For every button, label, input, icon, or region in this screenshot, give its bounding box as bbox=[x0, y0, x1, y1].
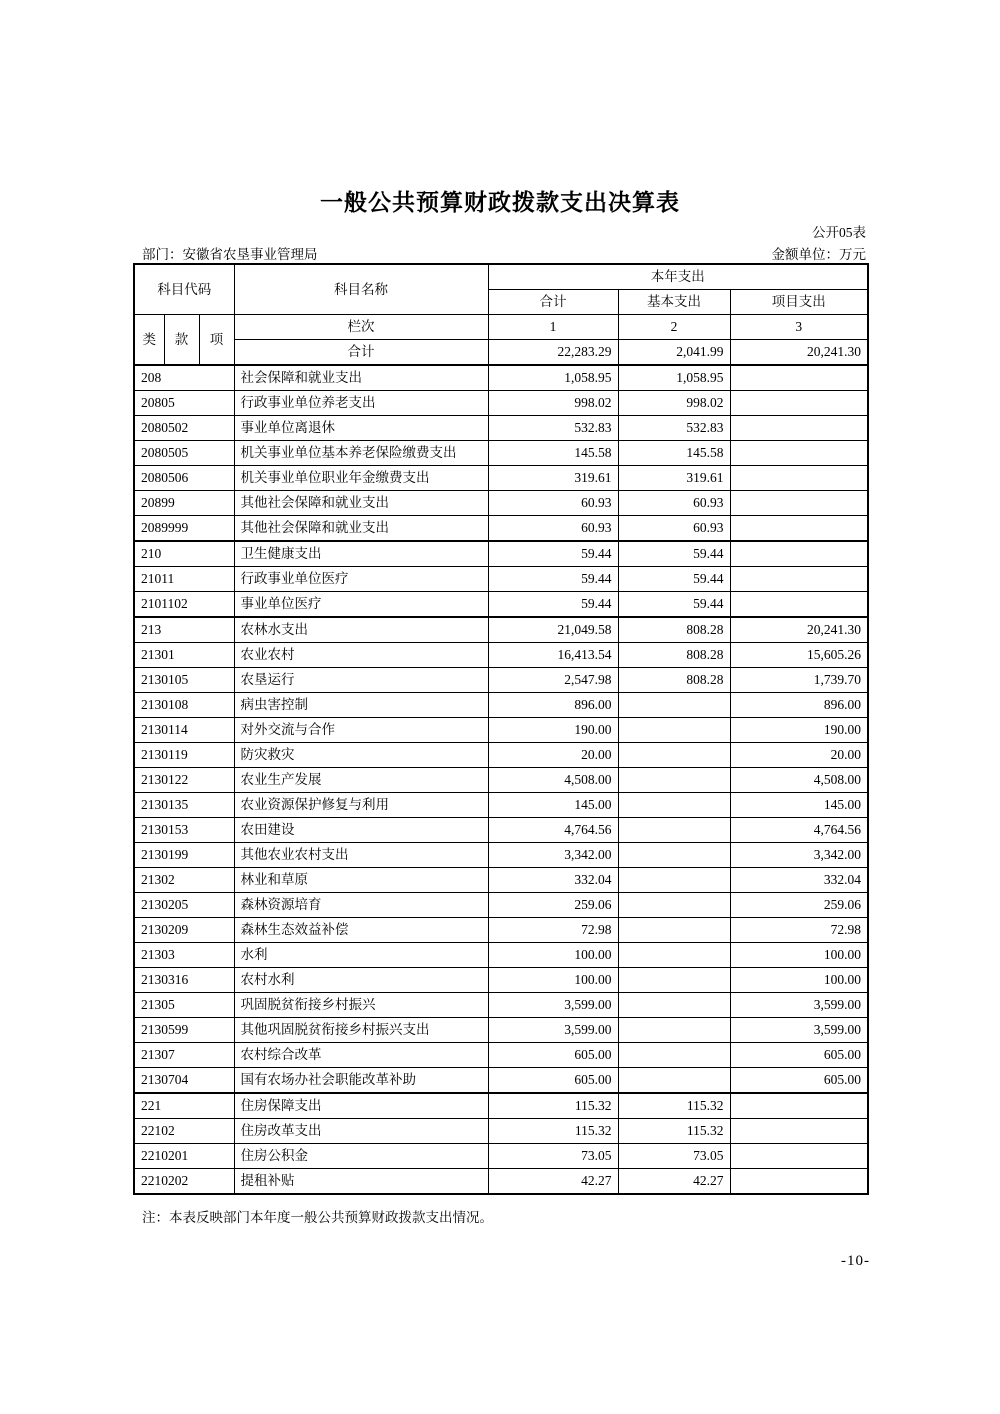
total-value: 896.00 bbox=[488, 693, 618, 718]
project-value bbox=[730, 466, 868, 491]
subject-name: 防灾救灾 bbox=[234, 743, 488, 768]
subject-code: 2080505 bbox=[134, 441, 234, 466]
subject-code: 2130205 bbox=[134, 893, 234, 918]
subject-name: 农业生产发展 bbox=[234, 768, 488, 793]
table-row bbox=[134, 668, 868, 693]
subject-code: 2080502 bbox=[134, 416, 234, 441]
total-value: 332.04 bbox=[488, 868, 618, 893]
subject-code: 2130209 bbox=[134, 918, 234, 943]
table-row bbox=[134, 993, 868, 1018]
total-value: 60.93 bbox=[488, 491, 618, 516]
subject-code: 2130704 bbox=[134, 1068, 234, 1094]
total-value: 1,058.95 bbox=[488, 365, 618, 391]
project-value: 20.00 bbox=[730, 743, 868, 768]
header-col1: 1 bbox=[488, 315, 618, 340]
basic-value bbox=[618, 1068, 730, 1094]
project-value: 605.00 bbox=[730, 1068, 868, 1094]
subject-code: 2130153 bbox=[134, 818, 234, 843]
project-value: 4,764.56 bbox=[730, 818, 868, 843]
grand-project-value: 20,241.30 bbox=[730, 340, 868, 366]
table-body bbox=[134, 365, 868, 1194]
basic-value: 42.27 bbox=[618, 1169, 730, 1195]
subject-name: 农业资源保护修复与利用 bbox=[234, 793, 488, 818]
subject-code: 2089999 bbox=[134, 516, 234, 542]
total-value: 73.05 bbox=[488, 1144, 618, 1169]
subject-code: 21302 bbox=[134, 868, 234, 893]
project-value: 3,599.00 bbox=[730, 1018, 868, 1043]
total-value: 3,599.00 bbox=[488, 1018, 618, 1043]
total-value: 145.58 bbox=[488, 441, 618, 466]
total-value: 319.61 bbox=[488, 466, 618, 491]
subject-name: 森林生态效益补偿 bbox=[234, 918, 488, 943]
table-row bbox=[134, 365, 868, 391]
subject-code: 2130599 bbox=[134, 1018, 234, 1043]
basic-value: 73.05 bbox=[618, 1144, 730, 1169]
table-row bbox=[134, 893, 868, 918]
subject-name: 林业和草原 bbox=[234, 868, 488, 893]
subject-code: 2210201 bbox=[134, 1144, 234, 1169]
table-row bbox=[134, 968, 868, 993]
meta-row bbox=[142, 243, 866, 263]
table-row bbox=[134, 491, 868, 516]
table-row bbox=[134, 1119, 868, 1144]
total-value: 190.00 bbox=[488, 718, 618, 743]
subject-code: 213 bbox=[134, 617, 234, 643]
project-value: 259.06 bbox=[730, 893, 868, 918]
subject-name: 提租补贴 bbox=[234, 1169, 488, 1195]
subject-code: 2130122 bbox=[134, 768, 234, 793]
header-subject-name: 科目名称 bbox=[234, 264, 488, 315]
total-value: 115.32 bbox=[488, 1093, 618, 1119]
total-value: 3,599.00 bbox=[488, 993, 618, 1018]
table-row bbox=[134, 466, 868, 491]
table-row bbox=[134, 1043, 868, 1068]
subject-name: 机关事业单位职业年金缴费支出 bbox=[234, 466, 488, 491]
basic-value: 319.61 bbox=[618, 466, 730, 491]
table-row bbox=[134, 868, 868, 893]
basic-value: 1,058.95 bbox=[618, 365, 730, 391]
project-value: 72.98 bbox=[730, 918, 868, 943]
header-row-1 bbox=[134, 264, 868, 290]
total-value: 3,342.00 bbox=[488, 843, 618, 868]
subject-name: 事业单位医疗 bbox=[234, 592, 488, 618]
project-value bbox=[730, 541, 868, 567]
basic-value: 60.93 bbox=[618, 491, 730, 516]
project-value bbox=[730, 567, 868, 592]
basic-value bbox=[618, 918, 730, 943]
subject-name: 行政事业单位养老支出 bbox=[234, 391, 488, 416]
header-col2: 2 bbox=[618, 315, 730, 340]
total-value: 605.00 bbox=[488, 1043, 618, 1068]
table-row bbox=[134, 943, 868, 968]
basic-value bbox=[618, 993, 730, 1018]
project-value bbox=[730, 441, 868, 466]
table-row bbox=[134, 768, 868, 793]
subject-name: 农垦运行 bbox=[234, 668, 488, 693]
basic-value: 115.32 bbox=[618, 1093, 730, 1119]
total-value: 100.00 bbox=[488, 968, 618, 993]
total-value: 532.83 bbox=[488, 416, 618, 441]
subject-code: 2130199 bbox=[134, 843, 234, 868]
basic-value: 145.58 bbox=[618, 441, 730, 466]
page-number: -10- bbox=[841, 1253, 870, 1269]
subject-name: 农林水支出 bbox=[234, 617, 488, 643]
table-row bbox=[134, 918, 868, 943]
grand-total-value: 22,283.29 bbox=[488, 340, 618, 366]
subject-code: 21303 bbox=[134, 943, 234, 968]
subject-name: 水利 bbox=[234, 943, 488, 968]
project-value: 15,605.26 bbox=[730, 643, 868, 668]
basic-value bbox=[618, 768, 730, 793]
total-value: 100.00 bbox=[488, 943, 618, 968]
project-value bbox=[730, 391, 868, 416]
basic-value bbox=[618, 893, 730, 918]
basic-value bbox=[618, 693, 730, 718]
header-column-label: 栏次 bbox=[234, 315, 488, 340]
basic-value: 59.44 bbox=[618, 567, 730, 592]
subject-name: 国有农场办社会职能改革补助 bbox=[234, 1068, 488, 1094]
subject-name: 其他农业农村支出 bbox=[234, 843, 488, 868]
subject-code: 2130119 bbox=[134, 743, 234, 768]
subject-name: 病虫害控制 bbox=[234, 693, 488, 718]
table-row bbox=[134, 592, 868, 618]
total-value: 16,413.54 bbox=[488, 643, 618, 668]
table-row bbox=[134, 693, 868, 718]
subject-code: 2210202 bbox=[134, 1169, 234, 1195]
subject-name: 事业单位离退休 bbox=[234, 416, 488, 441]
basic-value bbox=[618, 718, 730, 743]
table-row bbox=[134, 441, 868, 466]
project-value: 605.00 bbox=[730, 1043, 868, 1068]
header-total: 合计 bbox=[488, 290, 618, 315]
table-row bbox=[134, 391, 868, 416]
basic-value: 59.44 bbox=[618, 541, 730, 567]
subject-name: 其他社会保障和就业支出 bbox=[234, 516, 488, 542]
table-row bbox=[134, 567, 868, 592]
subject-code: 221 bbox=[134, 1093, 234, 1119]
total-value: 20.00 bbox=[488, 743, 618, 768]
basic-value bbox=[618, 943, 730, 968]
table-row bbox=[134, 541, 868, 567]
header-row-3 bbox=[134, 315, 868, 340]
header-basic-expenditure: 基本支出 bbox=[618, 290, 730, 315]
subject-code: 20899 bbox=[134, 491, 234, 516]
basic-value: 808.28 bbox=[618, 643, 730, 668]
subject-code: 21307 bbox=[134, 1043, 234, 1068]
total-value: 60.93 bbox=[488, 516, 618, 542]
basic-value bbox=[618, 868, 730, 893]
total-value: 4,764.56 bbox=[488, 818, 618, 843]
subject-name: 卫生健康支出 bbox=[234, 541, 488, 567]
project-value bbox=[730, 1093, 868, 1119]
project-value bbox=[730, 1144, 868, 1169]
basic-value: 808.28 bbox=[618, 668, 730, 693]
subject-code: 2130135 bbox=[134, 793, 234, 818]
total-value: 59.44 bbox=[488, 541, 618, 567]
table-row bbox=[134, 843, 868, 868]
basic-value bbox=[618, 968, 730, 993]
header-subject-code: 科目代码 bbox=[134, 264, 234, 315]
table-row bbox=[134, 1169, 868, 1195]
total-value: 145.00 bbox=[488, 793, 618, 818]
project-value: 190.00 bbox=[730, 718, 868, 743]
subject-code: 2101102 bbox=[134, 592, 234, 618]
subject-name: 农业农村 bbox=[234, 643, 488, 668]
project-value: 332.04 bbox=[730, 868, 868, 893]
basic-value: 115.32 bbox=[618, 1119, 730, 1144]
basic-value bbox=[618, 743, 730, 768]
subject-code: 2080506 bbox=[134, 466, 234, 491]
total-value: 605.00 bbox=[488, 1068, 618, 1094]
subject-name: 森林资源培育 bbox=[234, 893, 488, 918]
subject-code: 21305 bbox=[134, 993, 234, 1018]
table-row bbox=[134, 516, 868, 542]
subject-name: 住房公积金 bbox=[234, 1144, 488, 1169]
table-row bbox=[134, 1093, 868, 1119]
total-value: 59.44 bbox=[488, 592, 618, 618]
project-value bbox=[730, 1119, 868, 1144]
subject-code: 2130108 bbox=[134, 693, 234, 718]
table-row bbox=[134, 617, 868, 643]
header-col3: 3 bbox=[730, 315, 868, 340]
table-row bbox=[134, 793, 868, 818]
grand-basic-value: 2,041.99 bbox=[618, 340, 730, 366]
project-value: 3,342.00 bbox=[730, 843, 868, 868]
project-value: 20,241.30 bbox=[730, 617, 868, 643]
total-value: 115.32 bbox=[488, 1119, 618, 1144]
subject-name: 农村水利 bbox=[234, 968, 488, 993]
table-row bbox=[134, 643, 868, 668]
basic-value bbox=[618, 843, 730, 868]
basic-value bbox=[618, 818, 730, 843]
total-value: 259.06 bbox=[488, 893, 618, 918]
project-value: 1,739.70 bbox=[730, 668, 868, 693]
project-value: 3,599.00 bbox=[730, 993, 868, 1018]
table-note: 注：本表反映部门本年度一般公共预算财政拨款支出情况。 bbox=[142, 1210, 493, 1225]
unit-label: 金额单位：万元 bbox=[771, 247, 866, 262]
table-row bbox=[134, 1144, 868, 1169]
expenditure-table bbox=[133, 263, 869, 1195]
basic-value bbox=[618, 1018, 730, 1043]
header-item: 项 bbox=[199, 315, 234, 366]
header-class: 类 bbox=[134, 315, 164, 366]
basic-value: 60.93 bbox=[618, 516, 730, 542]
subject-name: 农田建设 bbox=[234, 818, 488, 843]
subject-name: 农村综合改革 bbox=[234, 1043, 488, 1068]
subject-name: 行政事业单位医疗 bbox=[234, 567, 488, 592]
project-value: 100.00 bbox=[730, 968, 868, 993]
subject-code: 20805 bbox=[134, 391, 234, 416]
table-row bbox=[134, 818, 868, 843]
total-value: 42.27 bbox=[488, 1169, 618, 1195]
table-row bbox=[134, 718, 868, 743]
page-title: 一般公共预算财政拨款支出决算表 bbox=[320, 189, 680, 215]
total-value: 72.98 bbox=[488, 918, 618, 943]
project-value: 896.00 bbox=[730, 693, 868, 718]
total-value: 2,547.98 bbox=[488, 668, 618, 693]
basic-value: 59.44 bbox=[618, 592, 730, 618]
project-value bbox=[730, 365, 868, 391]
table-row bbox=[134, 1018, 868, 1043]
subject-name: 社会保障和就业支出 bbox=[234, 365, 488, 391]
subject-code: 2130114 bbox=[134, 718, 234, 743]
total-value: 4,508.00 bbox=[488, 768, 618, 793]
project-value: 100.00 bbox=[730, 943, 868, 968]
basic-value: 532.83 bbox=[618, 416, 730, 441]
subject-code: 22102 bbox=[134, 1119, 234, 1144]
table-row bbox=[134, 1068, 868, 1094]
subject-code: 2130316 bbox=[134, 968, 234, 993]
basic-value bbox=[618, 793, 730, 818]
subject-code: 21301 bbox=[134, 643, 234, 668]
project-value bbox=[730, 592, 868, 618]
subject-code: 21011 bbox=[134, 567, 234, 592]
subject-name: 机关事业单位基本养老保险缴费支出 bbox=[234, 441, 488, 466]
project-value bbox=[730, 1169, 868, 1195]
header-project-expenditure: 项目支出 bbox=[730, 290, 868, 315]
department-label: 部门：安徽省农垦事业管理局 bbox=[142, 247, 318, 262]
form-number-label: 公开05表 bbox=[812, 225, 866, 240]
project-value: 145.00 bbox=[730, 793, 868, 818]
project-value bbox=[730, 416, 868, 441]
basic-value: 998.02 bbox=[618, 391, 730, 416]
grand-total-row bbox=[134, 340, 868, 366]
subject-code: 210 bbox=[134, 541, 234, 567]
subject-name: 住房改革支出 bbox=[234, 1119, 488, 1144]
subject-name: 其他社会保障和就业支出 bbox=[234, 491, 488, 516]
basic-value bbox=[618, 1043, 730, 1068]
total-value: 998.02 bbox=[488, 391, 618, 416]
subject-name: 对外交流与合作 bbox=[234, 718, 488, 743]
project-value: 4,508.00 bbox=[730, 768, 868, 793]
basic-value: 808.28 bbox=[618, 617, 730, 643]
grand-total-label: 合计 bbox=[234, 340, 488, 366]
subject-name: 其他巩固脱贫衔接乡村振兴支出 bbox=[234, 1018, 488, 1043]
subject-name: 住房保障支出 bbox=[234, 1093, 488, 1119]
header-section: 款 bbox=[164, 315, 199, 366]
total-value: 59.44 bbox=[488, 567, 618, 592]
subject-code: 2130105 bbox=[134, 668, 234, 693]
project-value bbox=[730, 516, 868, 542]
subject-code: 208 bbox=[134, 365, 234, 391]
subject-name: 巩固脱贫衔接乡村振兴 bbox=[234, 993, 488, 1018]
table-row bbox=[134, 416, 868, 441]
total-value: 21,049.58 bbox=[488, 617, 618, 643]
project-value bbox=[730, 491, 868, 516]
table-row bbox=[134, 743, 868, 768]
header-current-year-expenditure: 本年支出 bbox=[488, 264, 868, 290]
